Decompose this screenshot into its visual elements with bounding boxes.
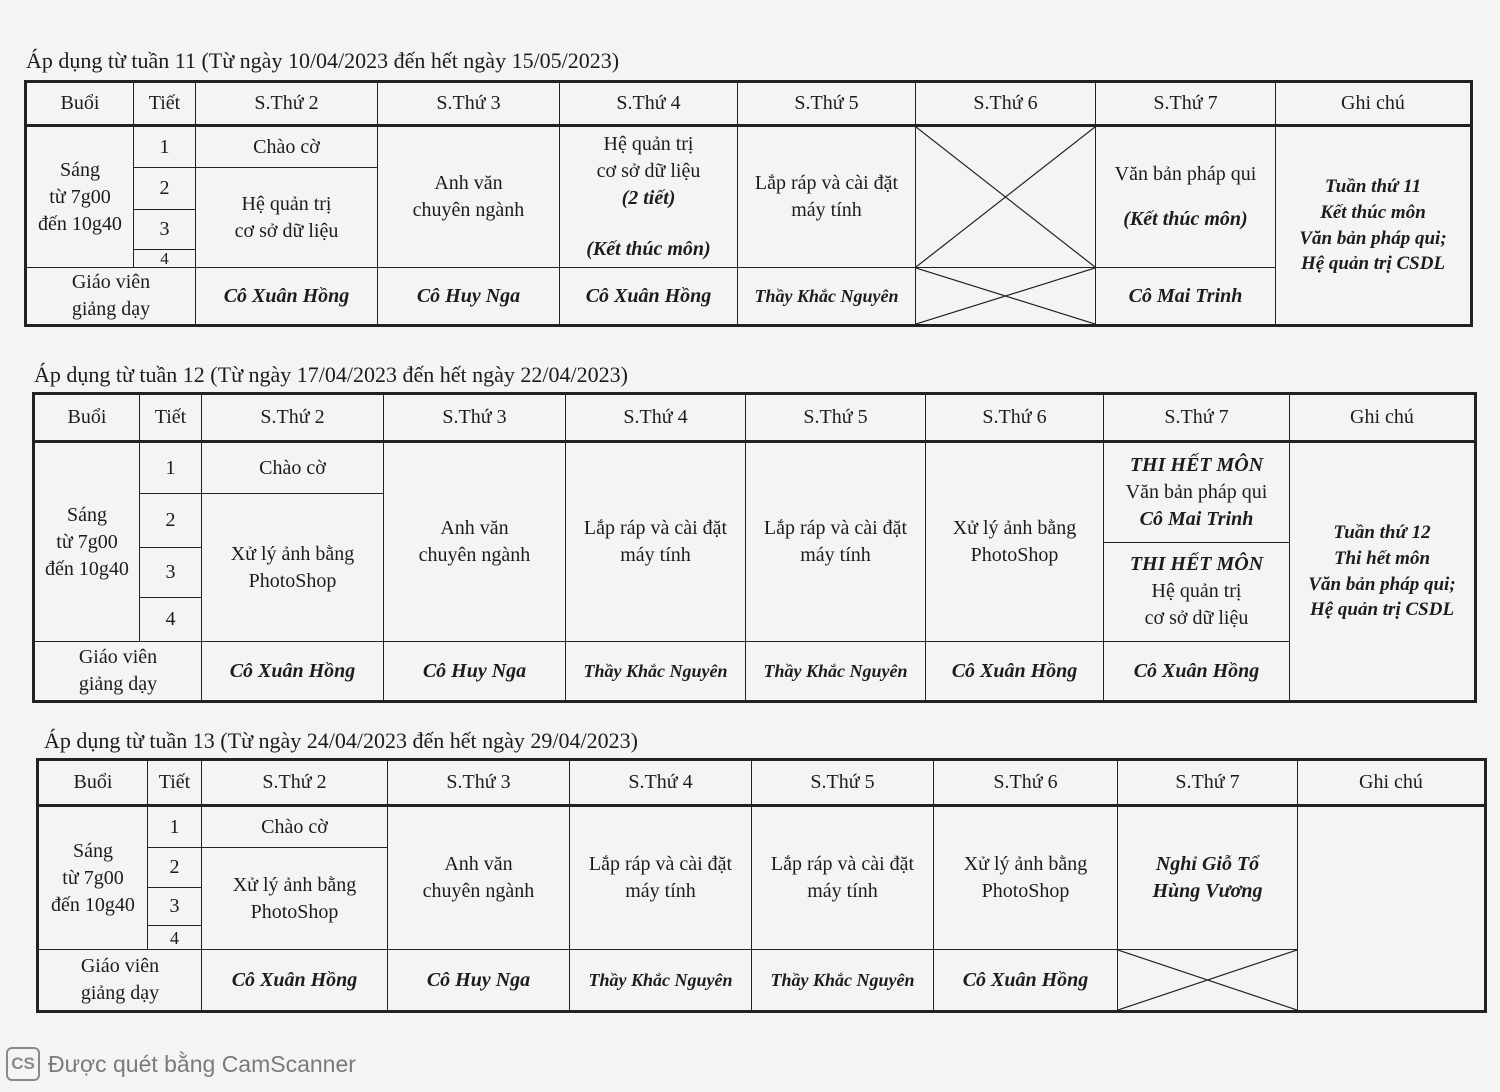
w12-teacher-wed: Thầy Khắc Nguyên [566,642,746,702]
w12-tue-class: Anh văn chuyên ngành [384,442,566,642]
w13-teacher-tue: Cô Huy Nga [388,950,570,1012]
session-cell: Sáng từ 7g00 đến 10g40 [34,442,140,642]
w12-note: Tuần thứ 12 Thi hết môn Văn bản pháp qui; Hệ quản trị CSDL [1290,442,1476,702]
header-sat: S.Thứ 7 [1104,394,1290,442]
header-thu: S.Thứ 5 [738,82,916,126]
w12-wed-class: Lắp ráp và cài đặt máy tính [566,442,746,642]
w11-mon-class: Hệ quản trị cơ sở dữ liệu [196,168,378,268]
w11-note: Tuần thứ 11 Kết thúc môn Văn bản pháp qui; Hệ quản trị CSDL [1276,126,1472,326]
w13-tue-class: Anh văn chuyên ngành [388,806,570,950]
header-tiet: Tiết [140,394,202,442]
w12-sat-exam-vbpq: THI HẾT MÔN Văn bản pháp qui Cô Mai Trinh [1125,453,1268,530]
header-ghichu: Ghi chú [1276,82,1472,126]
header-tue: S.Thứ 3 [378,82,560,126]
w13-teacher-fri: Cô Xuân Hồng [934,950,1118,1012]
header-thu: S.Thứ 5 [752,760,934,806]
w12-teacher-sat: Cô Xuân Hồng [1104,642,1290,702]
w12-sat-exams [1104,442,1290,642]
header-fri: S.Thứ 6 [926,394,1104,442]
w11-teacher-tue: Cô Huy Nga [378,268,560,326]
period-3: 3 [140,548,202,598]
header-thu: S.Thứ 5 [746,394,926,442]
header-wed: S.Thứ 4 [560,82,738,126]
header-mon: S.Thứ 2 [196,82,378,126]
period-4: 4 [140,598,202,642]
camscanner-logo-icon: CS [6,1047,40,1081]
cross-out-mark [1118,950,1297,1010]
w13-sat-teacher-empty [1118,950,1298,1012]
header-mon: S.Thứ 2 [202,760,388,806]
header-tiet: Tiết [134,82,196,126]
camscanner-text: Được quét bằng CamScanner [48,1050,356,1077]
period-2: 2 [134,168,196,210]
teacher-label: Giáo viên giảng dạy [38,950,202,1012]
cross-out-mark [916,127,1095,267]
w11-fri-empty [916,126,1096,268]
header-ghichu: Ghi chú [1298,760,1486,806]
w11-mon-p1: Chào cờ [196,126,378,168]
w13-teacher-thu: Thầy Khắc Nguyên [752,950,934,1012]
teacher-label: Giáo viên giảng dạy [26,268,196,326]
w11-teacher-mon: Cô Xuân Hồng [196,268,378,326]
header-tiet: Tiết [148,760,202,806]
header-fri: S.Thứ 6 [916,82,1096,126]
week12-title: Áp dụng từ tuần 12 (Từ ngày 17/04/2023 đến hết ngày 22/04/2023) [34,362,628,387]
w11-teacher-sat: Cô Mai Trinh [1096,268,1276,326]
w12-teacher-thu: Thầy Khắc Nguyên [746,642,926,702]
header-mon: S.Thứ 2 [202,394,384,442]
w13-mon-class: Xử lý ảnh bằng PhotoShop [202,848,388,950]
w13-note [1298,806,1486,1012]
w12-sat-exam-csdl: THI HẾT MÔN Hệ quản trị cơ sở dữ liệu [1104,542,1289,642]
w11-teacher-thu: Thầy Khắc Nguyên [738,268,916,326]
week13-timetable [36,758,1487,1013]
week11-title: Áp dụng từ tuần 11 (Từ ngày 10/04/2023 đến hết ngày 15/05/2023) [26,48,620,73]
w11-fri-teacher-empty [916,268,1096,326]
w12-mon-p1: Chào cờ [202,442,384,494]
header-sat: S.Thứ 7 [1118,760,1298,806]
session-cell: Sáng từ 7g00 đến 10g40 [26,126,134,268]
header-wed: S.Thứ 4 [566,394,746,442]
period-4: 4 [134,250,196,268]
header-buoi: Buổi [34,394,140,442]
camscanner-watermark [6,1046,356,1082]
w12-mon-class: Xử lý ảnh bằng PhotoShop [202,494,384,642]
w11-teacher-wed: Cô Xuân Hồng [560,268,738,326]
w13-mon-p1: Chào cờ [202,806,388,848]
w13-teacher-mon: Cô Xuân Hồng [202,950,388,1012]
w13-teacher-wed: Thầy Khắc Nguyên [570,950,752,1012]
header-tue: S.Thứ 3 [388,760,570,806]
header-sat: S.Thứ 7 [1096,82,1276,126]
session-cell: Sáng từ 7g00 đến 10g40 [38,806,148,950]
w11-wed-class: Hệ quản trị cơ sở dữ liệu (2 tiết) (Kết thúc môn) [560,126,738,268]
w12-teacher-mon: Cô Xuân Hồng [202,642,384,702]
week12-timetable [32,392,1477,703]
w12-teacher-fri: Cô Xuân Hồng [926,642,1104,702]
week11-timetable [24,80,1473,327]
w12-teacher-tue: Cô Huy Nga [384,642,566,702]
period-3: 3 [134,210,196,250]
header-tue: S.Thứ 3 [384,394,566,442]
w13-fri-class: Xử lý ảnh bằng PhotoShop [934,806,1118,950]
teacher-label: Giáo viên giảng dạy [34,642,202,702]
period-1: 1 [140,442,202,494]
w13-sat-holiday: Nghỉ Giỗ Tổ Hùng Vương [1118,806,1298,950]
period-2: 2 [148,848,202,888]
w13-wed-class: Lắp ráp và cài đặt máy tính [570,806,752,950]
cross-out-mark [916,268,1095,324]
week13-title: Áp dụng từ tuần 13 (Từ ngày 24/04/2023 đến hết ngày 29/04/2023) [44,728,638,753]
w13-thu-class: Lắp ráp và cài đặt máy tính [752,806,934,950]
header-buoi: Buổi [38,760,148,806]
header-buoi: Buổi [26,82,134,126]
w11-tue-class: Anh văn chuyên ngành [378,126,560,268]
header-wed: S.Thứ 4 [570,760,752,806]
w12-fri-class: Xử lý ảnh bằng PhotoShop [926,442,1104,642]
period-4: 4 [148,926,202,950]
period-3: 3 [148,888,202,926]
header-fri: S.Thứ 6 [934,760,1118,806]
period-1: 1 [148,806,202,848]
header-ghichu: Ghi chú [1290,394,1476,442]
period-1: 1 [134,126,196,168]
w11-sat-class: Văn bản pháp qui (Kết thúc môn) [1096,126,1276,268]
w11-thu-class: Lắp ráp và cài đặt máy tính [738,126,916,268]
period-2: 2 [140,494,202,548]
w12-thu-class: Lắp ráp và cài đặt máy tính [746,442,926,642]
